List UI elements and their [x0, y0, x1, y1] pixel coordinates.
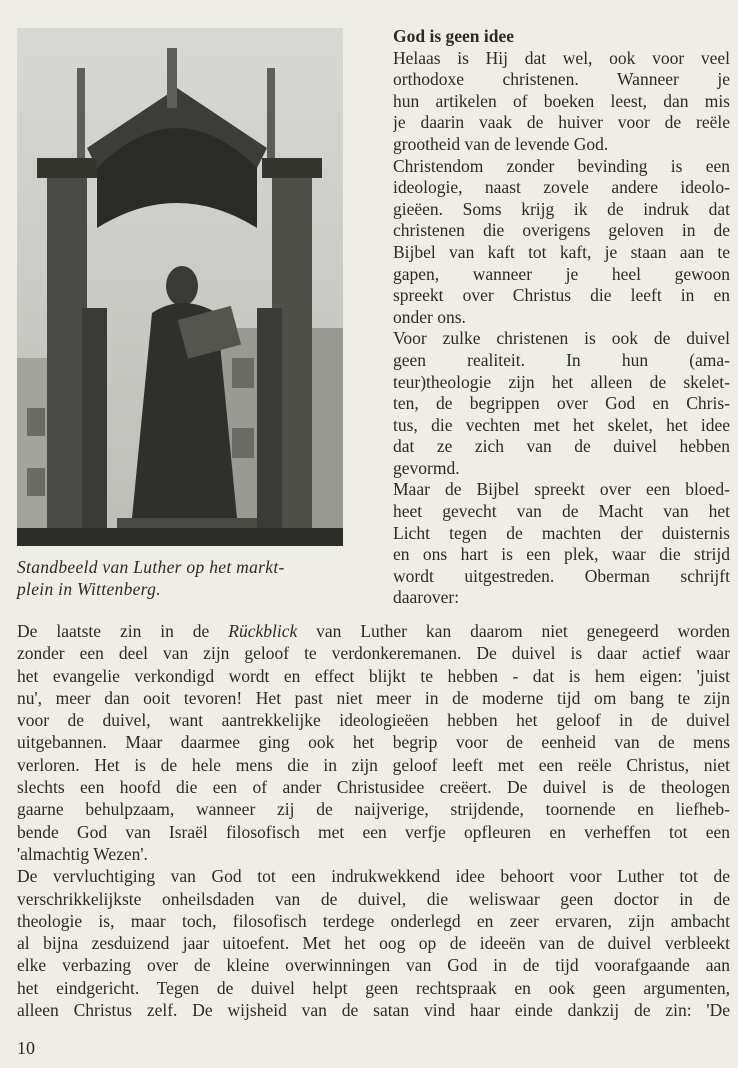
text-line: orthodoxe christenen. Wanneer je	[393, 69, 730, 90]
text-line: gieëen. Soms krijg ik de indruk dat	[393, 198, 730, 219]
book-title-rueckblick: Rückblick	[228, 621, 298, 641]
section-heading: God is geen idee	[393, 26, 515, 46]
text-line: nu', meer dan ooit tevoren! Het past niet meer in de moderne tijd om bang te zijn	[17, 687, 730, 708]
text-line: ten, de begrippen over God en Chris-	[393, 393, 730, 414]
text-line: bende God van Israël filosofisch met een verfje opfleuren en verheffen tot een	[17, 821, 730, 842]
photo-caption	[17, 556, 347, 600]
caption-line: plein in Wittenberg.	[17, 579, 161, 599]
text-line: het eindgericht. Tegen de duivel helpt geen rechtspraak en ook geen argumenten,	[17, 977, 730, 998]
text-line: Voor zulke christenen is ook de duivel	[393, 328, 730, 349]
text-line: geen realiteit. In hun (ama-	[393, 349, 730, 370]
text-line	[17, 620, 730, 642]
text-line: hun artikelen of boeken leest, dan mis	[393, 90, 730, 111]
text-line: gaarne behulpzaam, wanneer zij de naijverige, strijdende, toornende en liefheb-	[17, 799, 730, 820]
text-fragment: van Luther kan daarom niet genegeerd worden	[297, 621, 730, 641]
text-line: wordt uitgestreden. Oberman schrijft	[393, 565, 730, 586]
text-line: slechts een hoofd die een of ander Christusidee creëert. De duivel is de theologen	[17, 777, 730, 798]
statue-image	[17, 28, 343, 546]
text-line: al bijna zesduizend jaar uitoefent. Met het oog op de ideeën van de duivel verbleekt	[17, 933, 730, 954]
text-line: Licht tegen de machten der duisternis	[393, 522, 730, 543]
text-line: spreekt over Christus die leeft in en	[393, 285, 730, 306]
page-number: 10	[17, 1038, 35, 1058]
text-line: Christendom zonder bevinding is een	[393, 155, 730, 176]
text-line: zonder een deel van zijn geloof te verdonkeremanen. De duivel is daar actief waar	[17, 643, 730, 664]
text-line: verloren. Het is de hele mens die in zijn geloof leeft met een reële Christus, niet	[17, 754, 730, 775]
text-line: je daarin vaak de huiver voor de reële	[393, 112, 730, 133]
text-line: elke verbazing over de kleine overwinningen van God in de tijd voorafgaande aan	[17, 955, 730, 976]
text-line: het evangelie verkondigd wordt en effect blijkt te hebben - dat is hem eigen: 'juist	[17, 665, 730, 686]
text-line: alleen Christus zelf. De wijsheid van de satan vind haar einde dankzij de zin: 'De	[17, 1000, 730, 1021]
text-line: heet gevecht van de Macht van het	[393, 501, 730, 522]
text-line: 'almachtig Wezen'.	[17, 843, 148, 864]
text-line: teur)theologie zijn het alleen de skelet-	[393, 371, 730, 392]
text-line: ideologie, naast zovele andere ideolo-	[393, 177, 730, 198]
text-fragment: De laatste zin in de	[17, 621, 229, 641]
text-line: voor de duivel, want aantrekkelijke ideologieëen hebben het geloof in de duivel	[17, 710, 730, 731]
caption-line: Standbeeld van Luther op het markt-	[17, 557, 285, 577]
text-line: onder ons.	[393, 306, 466, 327]
text-line: gapen, wanneer je heel gewoon	[393, 263, 730, 284]
text-line: daarover:	[393, 587, 460, 608]
text-line: De vervluchtiging van God tot een indrukwekkend idee behoort voor Luther tot de	[17, 866, 730, 887]
text-line: grootheid van de levende God.	[393, 133, 609, 154]
luther-statue-photo	[17, 28, 343, 546]
text-line: uitgebannen. Maar daarmee ging ook het begrip voor de eenheid van de mens	[17, 732, 730, 753]
text-line: dat ze zich van de duivel hebben	[393, 436, 730, 457]
text-line: gevormd.	[393, 457, 460, 478]
full-width-text	[17, 620, 730, 1021]
right-column-text	[393, 26, 730, 609]
text-line: theologie is, maar toch, filosofisch terdege onderlegd en zeer ervaren, zijn ambacht	[17, 910, 730, 931]
text-line: en ons hart is een plek, waar die strijd	[393, 544, 730, 565]
text-line: Maar de Bijbel spreekt over een bloed-	[393, 479, 730, 500]
text-line: christenen die overigens geloven in de	[393, 220, 730, 241]
text-line: verschrikkelijkste onheilsdaden van de duivel, die weliswaar geen doctor in de	[17, 888, 730, 909]
text-line: Bijbel van kaft tot kaft, je staan aan te	[393, 241, 730, 262]
text-line: tus, die vechten met het skelet, het idee	[393, 414, 730, 435]
text-line: Helaas is Hij dat wel, ook voor veel	[393, 47, 730, 68]
